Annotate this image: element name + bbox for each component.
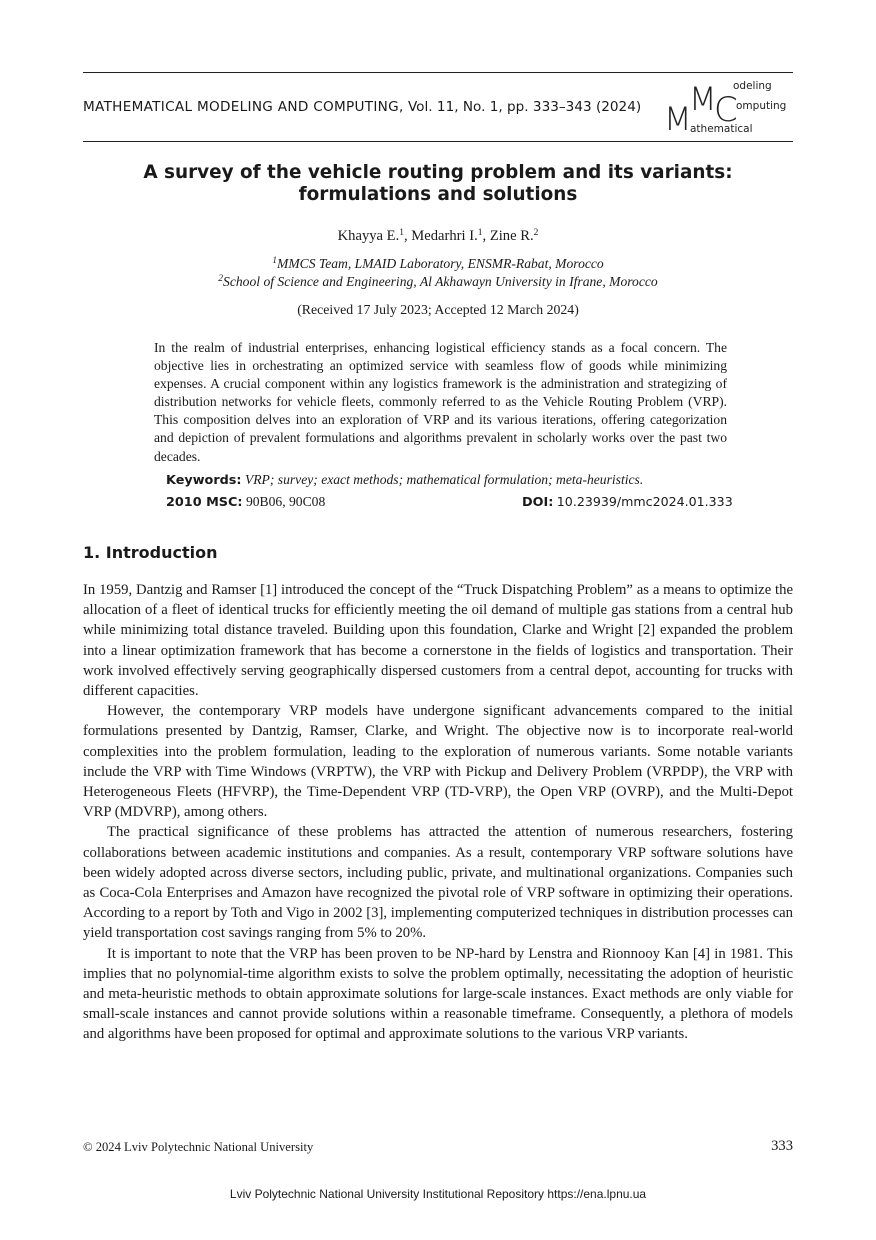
body-text — [83, 580, 793, 1045]
doi-label: DOI: — [522, 495, 554, 510]
header-top-rule — [83, 72, 793, 73]
keywords-label: Keywords: — [166, 473, 242, 488]
paragraph-4: It is important to note that the VRP has been proven to be NP-hard by Lenstra and Rionnooy Kan [4] in 1981. This implies that no polynomial-time algorithm exists to solve the problem optimally, necessitating the adoption of heuristic and meta-heuristic methods to obtain approximate solutions for large-scale instances. Exact methods are only viable for small-scale instances and cannot provide solutions within a reasonable timeframe. Consequently, a plethora of models and algorithms have been proposed for optimal and approximate solutions to the various VRP variants. — [83, 945, 793, 1043]
journal-name: MATHEMATICAL MODELING AND COMPUTING, — [83, 99, 404, 115]
author: Zine R.$^2$ — [489, 228, 539, 244]
author: Medarhri I.$^1$, — [411, 228, 490, 244]
page-number: 333 — [771, 1138, 793, 1154]
logo-letter-c: C — [714, 90, 738, 130]
logo-word-athematical: athematical — [690, 123, 753, 135]
paragraph-2: However, the contemporary VRP models have undergone significant advancements compared to the initial formulations presented by Dantzig, Ramser, Clarke, and Wright. The objective now is to incorporate real-world complexities into the problem formulation, leading to the exploration of numerous variants. Some notable variants include the VRP with Time Windows (VRPTW), the VRP with Pickup and Delivery Problem (VRPDP), the VRP with Heterogeneous Fleets (HFVRP), the Time-Dependent VRP (TD-VRP), the Open VRP (OVRP), and the Multi-Depot VRP (MDVRP), among others. — [83, 703, 793, 821]
title-line-2: formulations and solutions — [298, 184, 578, 205]
doi-row — [522, 494, 733, 510]
journal-logo — [664, 80, 794, 138]
paragraph-3: The practical significance of these problems has attracted the attention of numerous researchers, fostering collaborations between academic institutions and companies. As a result, contemporary VRP software solutions have been widely adopted across diverse sectors, including public, private, and multinational organizations. Companies such as Coca-Cola Enterprises and Amazon have recognized the pivotal role of VRP software in optimizing their operations. According to a report by Toth and Vigo in 2002 [3], implementing computerized techniques in distribution processes can yield transportation cost savings ranging from 5% to 20%. — [83, 824, 793, 942]
copyright: © 2024 Lviv Polytechnic National University — [83, 1140, 314, 1154]
logo-word-omputing: omputing — [736, 100, 787, 112]
author-list — [83, 228, 793, 245]
logo-letter-m2: M — [689, 80, 717, 118]
section-heading: 1. Introduction — [83, 543, 218, 562]
keywords: VRP; survey; exact methods; mathematical formulation; meta-heuristics. — [244, 472, 644, 487]
msc-codes: 90B06, 90C08 — [245, 494, 326, 509]
paper-title — [83, 162, 793, 206]
repository-footer[interactable]: Lviv Polytechnic National University Institutional Repository https://ena.lpnu.ua — [229, 1187, 647, 1201]
affiliation-1: $^1$MMCS Team, LMAID Laboratory, ENSMR-Rabat, Morocco — [272, 256, 604, 271]
logo-letter-m: M — [664, 100, 692, 138]
msc-label: 2010 MSC: — [166, 495, 243, 510]
keywords-row — [166, 472, 727, 488]
paragraph-1: In 1959, Dantzig and Ramser [1] introduced the concept of the “Truck Dispatching Problem” as a means to optimize the allocation of a fleet of identical trucks for efficiently meeting the oil demand of multiple gas stations from a central hub while minimizing total distance traveled. Building upon this foundation, Clarke and Wright [2] expanded the problem into a linear optimization framework that has become a cornerstone in the fields of logistics and transportation. Their work involved effectively serving geographically dispersed customers from a central depot, accounting for trucks with different capacities. — [83, 582, 793, 700]
received-dates: (Received 17 July 2023; Accepted 12 March 2024) — [297, 302, 579, 317]
volume-info: Vol. 11, No. 1, pp. 333–343 (2024) — [407, 99, 642, 115]
logo-word-odeling: odeling — [733, 80, 772, 92]
author: Khayya E.$^1$, — [337, 228, 412, 244]
header-bottom-rule — [83, 141, 793, 142]
journal-header — [83, 99, 641, 115]
affiliation-2: $^2$School of Science and Engineering, Al Akhawayn University in Ifrane, Morocco — [218, 274, 658, 289]
abstract: In the realm of industrial enterprises, enhancing logistical efficiency stands as a focal concern. The objective lies in orchestrating an optimized service with seamless flow of goods while minimizing expenses. A crucial component within any logistics framework is the administration and strategizing of distribution networks for vehicle fleets, commonly referred to as the Vehicle Routing Problem (VRP). This composition delves into an exploration of VRP and its various iterations, offering categorization and depiction of prevalent formulations and algorithms prevalent in scholarly works over the past two decades. — [154, 340, 727, 464]
title-line-1: A survey of the vehicle routing problem and its variants: — [143, 162, 733, 183]
doi-link[interactable]: 10.23939/mmc2024.01.333 — [556, 494, 733, 509]
